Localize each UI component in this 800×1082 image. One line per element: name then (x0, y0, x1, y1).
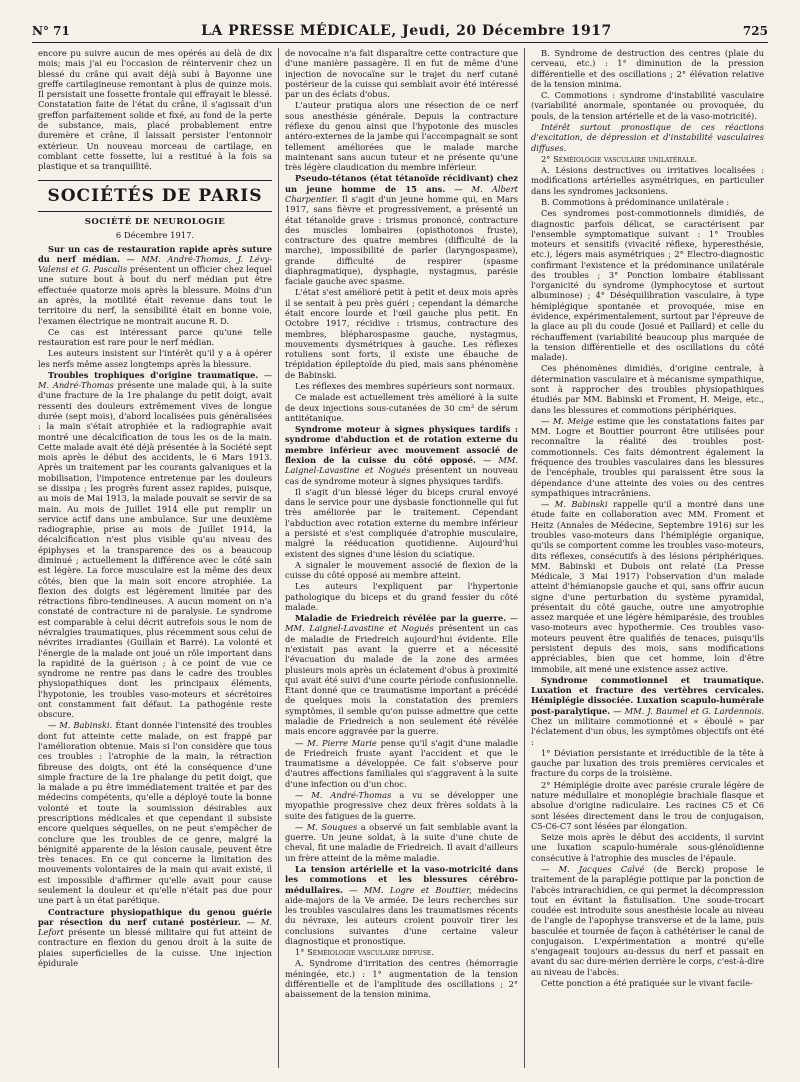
article-authors: — M. Albert Charpentier. (285, 183, 518, 204)
paragraph: Ces syndromes post-commotionnels dimidiés, de diagnostic parfois délicat, se caractérisent par l'ensemble symptomatique suivant : 1° Troubles moteurs et sensitifs (vivacité réflexe, hyperesthésie, etc.), légers mais asymétriques ; 2° Electro-diagnostic confirmant l'existence et la prédominance unilatérale des troubles ; 3° Ponction lombaire établissant l'organicité du syndrome (lymphocytose et surtout albuminose) ; 4° Déséquilibration vasculaire, à type hémiplégique spontanée et provoquée, mise en évidence, expérimentalement, surtout par l'épreuve de la glace au pli du coude (Josué et Paillard) et celle du réchauffement (variabilité beaucoup plus marquée de la tension différentielle et des oscillations du côté malade). (531, 208, 764, 363)
article-title: Contracture physiopathique du genou guérie par résection du nerf cutané postérieur. (38, 906, 272, 927)
article-title: Pseudo-tétanos (état tétanoïde récidivant) chez un jeune homme de 15 ans. (285, 173, 518, 194)
article-authors: — MM. Laignel-Lavastine et Nogués (285, 613, 518, 634)
article (285, 424, 518, 486)
paragraph: B. Commotions à prédominance unilatérale : (541, 196, 730, 207)
article (285, 613, 518, 736)
article-authors: — M. Lefort (38, 916, 272, 938)
article-title: Syndrome commotionnel et traumatique. Luxation et fracture des vertèbres cervicales. Hémiplégie dissociée. Luxation scapulo-humérale post-paralytique. (531, 674, 764, 716)
paragraph: Seize mois après le début des accidents, il survint une luxation scapulo-humérale sous-glénoïdienne consécutive à l'atrophie des muscles de l'épaule. (531, 832, 764, 863)
article-authors: — MM. Logre et Bouttier, (349, 884, 472, 895)
column-2 (278, 48, 524, 1068)
paragraph: B. Syndrome de destruction des centres (plaie du cerveau, etc.) : 1° diminution de la pression différentielle et des oscillations ; 2° élévation relative de la tension minima. (531, 48, 764, 89)
discussion-text: estime que les constatations faites par MM. Logre et Bouttier pourront être utilisées pour reconnaître la réalité des troubles post-commotionnels. Ces faits démontrent également la fréquence des troubles vasculaires dans les blessures de l'encéphale, troubles qui paraissent être sous la dépendance d'une atteinte des voies ou des centres sympathiques intracrâniens. (531, 415, 765, 498)
discussant: — M. Souques (295, 821, 358, 832)
paragraph: C. Commotions : syndrome d'instabilité vasculaire (variabilité anormale, spontanée ou provoquée, du pouls, de la tension artérielle et de la vaso-motricité). (531, 90, 764, 121)
session-date: 6 Décembre 1917. (115, 230, 195, 241)
paragraph: Ce cas est intéressant parce qu'une telle restauration est rare pour le nerf médian. (38, 326, 272, 348)
discussion-text: pense qu'il s'agit d'une maladie de Friedreich fruste ayant l'accident et que le traumatisme a développée. Ce fait s'observe pour d'autres affections familiales qui s'aggravent à la suite d'une infection ou d'un choc. (285, 737, 518, 789)
article-title: La tension artérielle et la vaso-motricité dans les commotions et les blessures cérébro-médullaires. (285, 863, 518, 895)
discussion-text: a vu se développer une myopathie progressive chez deux frères soldats à la suite des fatigues de la guerre. (285, 789, 518, 821)
discussion-text: Étant donnée l'intensité des troubles dont fut atteinte cette malade, on est frappé par l'amélioration obtenue. Mais si l'on considère que tous ces troubles : l'atrophie de la main, la rétraction fibreuse des doigts, ont été la conséquence d'une simple fracture de la 1re phalange du petit doigt, que la malade a pu être immédiatement traitée et par des médecins compétents, qu'elle a déployé toute la bonne volonté et toute la soumission désirables aux prescriptions médicales et que cependant il subsiste encore quelques séquelles, on ne peut s'empêcher de conclure que les troubles de ce genre, malgré la bénignité apparente de la lésion causale, peuvent être très tenaces. En ce qui concerne la limitation des mouvements volontaires de la main qui avait existé, il est impossible d'affirmer qu'elle avait pour cause seulement la douleur et qu'elle n'était pas due pour une part à un état parétique. (38, 720, 272, 906)
discussant: — M. Jacques Calvé (541, 863, 645, 874)
discussant: — M. Babinski (541, 499, 608, 510)
discussion-text: a observé un fait semblable avant la guerre. Un jeune soldat, à la suite d'une chute de cheval, fit une maladie de Friedreich. Il avait d'ailleurs un frère atteint de la même maladie. (285, 821, 518, 863)
discussion (285, 822, 518, 863)
article-text: Chez un militaire commotionné et « éboulé » par l'éclatement d'un obus, les symptômes objectifs ont été : (531, 716, 764, 747)
paragraph: Cette ponction a été pratiquée sur le vivant facile- (541, 978, 753, 989)
article (285, 864, 518, 946)
paragraph: de novocaïne n'a fait disparaître cette contracture que d'une manière passagère. Il en fut de même d'une injection de novocaïne sur le trajet du nerf cutané postérieur de la cuisse qui semblait avoir été intéressé par un des éclats d'obus. (285, 48, 518, 100)
paragraph: A signaler le mouvement associé de flexion de la cuisse du côté opposé au membre atteint. (285, 559, 518, 581)
paragraph: L'auteur pratiqua alors une résection de ce nerf sous anesthésie générale. Depuis la contracture réflexe du genou ainsi que l'hypotonie des muscles antéro-externes de la jambe qui l'accompagnait se sont tellement améliorées que le malade marche maintenant sans aucun tuteur et ne présente qu'une très légère claudication du membre inférieur. (285, 100, 518, 173)
subheading: 2° Séméiologie vasculaire unilatérale. (541, 153, 698, 164)
paragraph: Les auteurs insistent sur l'intérêt qu'il y a à opérer les nerfs même assez longtemps après la blessure. (38, 348, 272, 369)
page-number-right: 725 (742, 24, 768, 38)
article-title: Maladie de Friedreich révélée par la guerre. (295, 613, 507, 624)
article-text: présentent un cas de maladie de Friedreich aujourd'hui évidente. Elle n'existait pas avant la guerre et a nécessité l'évacuation du malade de la zone des armées plusieurs mois après un éclatement d'obus à proximité qui avait été suivi d'une courte période confusionnelle. Étant donné que ce traumatisme important a précédé de quelques mois la constatation des premiers symptômes, il semble qu'on puisse admettre que cette maladie de Friedreich a non seulement été révélée mais encore aggravée par la guerre. (285, 623, 518, 737)
paragraph: A. Syndrome d'irritation des centres (hémorragie méningée, etc.) : 1° augmentation de la tension différentielle et de l'amplitude des oscillations ; 2° abaissement de la tension minima. (285, 958, 518, 1000)
article-authors: — MM. André-Thomas, J. Lévy-Valensi et G. Pascalis (38, 253, 272, 275)
discussion (531, 864, 764, 977)
article (38, 244, 272, 326)
paragraph: L'état s'est amélioré petit à petit et deux mois après il se sentait à peu près guéri ; cependant la démarche était encore lourde et l'œil gauche plus petit. En Octobre 1917, récidive : trismus, contracture des membres, blépharospasme gauche, nystagmus, mouvements dysmétriques à gauche. Les réflexes rotuliens sont forts, il existe une ébauche de trépidation épileptoïde du pied, mais sans phénomène de Babinski. (285, 287, 518, 380)
article-authors: — MM. J. Baumel et G. Lardennois. (613, 705, 765, 716)
page-header (32, 20, 768, 43)
paragraph: Ces phénomènes dimidiés, d'origine centrale, à détermination vasculaire et à mécanisme sympathique, sont à rapprocher des troubles physiopathiques étudiés par MM. Babinski et Froment, H. Meige, etc., dans les blessures et commotions périphériques. (531, 363, 764, 415)
article-title: Troubles trophiques d'origine traumatique. (48, 369, 259, 380)
article-text: Il s'agit d'un jeune homme qui, en Mars 1917, sans fièvre et progressivement, a présenté un état tétanoïde grave : trismus prononcé, contracture des muscles lombaires (opisthotonos fruste), contracture des quatre membres (difficulté de la marche), impossibilité de parler (laryngospasme), grande difficulté de respirer (spasme diaphragmatique), dysphagie, nystagmus, parésie faciale gauche avec spasme. (285, 193, 518, 287)
paragraph: Les auteurs l'expliquent par l'hypertonie pathologique du biceps et du grand fessier du côté malade. (285, 581, 518, 612)
discussant: — M. Meige (541, 415, 594, 426)
article-authors: — M. André-Thomas (38, 369, 272, 391)
discussant: — M. Pierre Marie (295, 737, 377, 748)
article (531, 675, 764, 747)
subheading: 1° Séméiologie vasculaire diffuse. (295, 947, 434, 958)
page-number: N° 71 (32, 24, 70, 38)
discussant: — M. André-Thomas (295, 789, 392, 800)
article-text: présentent un officier chez lequel une suture bout à bout du nerf médian put être effectuée quatorze mois après la blessure. Moins d'un an après, la motilité était revenue dans tout le territoire du nerf, la sensibilité était en bonne voie, l'examen électrique ne montrait aucune R. D. (38, 264, 272, 326)
article-text: présente une malade qui, à la suite d'une fracture de la 1re phalange du petit doigt, avait ressenti des douleurs extrêmement vives de longue durée (sept mois), d'abord localisées puis généralisées : la main s'était atrophiée et la radiographie avait montré une décalcification de tous les os de la main. Cette malade avait été déjà présentée à la Société sept mois après le début des accidents, le 6 Mars 1913. Après un traitement par les courants galvaniques et la mobilisation, l'impotence entretenue par les douleurs se dissipa ; les progrès furent assez rapides, puisque, au mois de Mai 1913, la malade pouvait se servir de sa main. Au mois de Juillet 1914 elle put remplir un service actif dans une ambulance. Sur une deuxième radiographie, prise au mois de Juillet 1914, la décalcification n'est plus visible qu'au niveau des épiphyses et la transparence des os a beaucoup diminué ; actuellement la différence avec le côté sain est légère. La force musculaire est la même des deux côtés, bien que la main soit encore atrophiée. La flexion des doigts est légèrement limitée par des rétractions fibro-tendineuses. A aucun moment on n'a constaté de contracture ni de paralysie. Le syndrome est comparable à celui décrit autrefois sous le nom de névralgies traumatiques, plus récemment sous celui de névrites irradiantes (Guillain et Barré). La volonté et l'énergie de la malade ont joué un rôle important dans la rapidité de la guérison ; à ce point de vue ce syndrome ne rentre pas dans le cadre des troubles physiopathiques dont les principaux éléments, l'hypotonie, les troubles vaso-moteurs et sécrétoires ont constamment fait défaut. La pathogénie reste obscure. (38, 380, 272, 720)
article-authors: — MM. Laignel-Lavastine et Nogués (285, 454, 519, 476)
article (38, 370, 272, 720)
discussion (285, 738, 518, 789)
discussion-text: (de Berck) propose le traitement de la paraplégie pottique par la ponction de l'abcès intrarachidien, ce qui permet la décompression tout en évitant la fistulisation. Une soude-trocart coudée est introduite sous anesthésie locale au niveau de l'angle de l'apophyse transverse et de la lame, puis basculée et tournée de façon à cathétériser le canal de conjugaison. L'expérimentation a montré qu'elle s'engageait toujours au-dessus du nerf et passait en avant du sac dure-mérien derrière le corps, c'est-à-dire au niveau de l'abcès. (531, 863, 765, 977)
discussion (531, 416, 764, 498)
journal-title: LA PRESSE MÉDICALE, Jeudi, 20 Décembre 1917 (201, 23, 612, 39)
article (285, 173, 518, 286)
discussion (531, 499, 764, 674)
text-columns (32, 48, 770, 1068)
list-item: 1° Déviation persistante et irréductible de la tête à gauche par luxation des trois premières cervicales et fracture du corps de la troisième. (531, 747, 764, 779)
article-title: Syndrome moteur à signes physiques tardifs : syndrome d'abduction et de rotation externe du membre inférieur avec mouvement associé de flexion de la cuisse du côté opposé. (285, 424, 518, 465)
paragraph: encore pu suivre aucun de mes opérés au delà de dix mois; mais j'ai eu l'occasion de réintervenir chez un blessé du crâne qui avait déjà subi à Bayonne une greffe cartilagineuse remontant à plus de quinze mois. Il persistait une fossette frontale qui effrayait le blessé. Constatation faite de l'état du crâne, il s'agissait d'un greffon parfaitement solide et fixé, au fond de la perte de substance, mais, placé probablement entre duremère et crâne, il laissait persister l'entonnoir extérieur. Un nouveau morceau de cartilage, en comblant cette fossette, lui a restitué à la fois sa plastique et sa tranquillité. (38, 48, 272, 172)
column-1 (32, 48, 278, 1068)
paragraph: Intérêt surtout pronostique de ces réactions d'excitation, de dépression et d'instabilité vasculaires diffuses. (531, 121, 764, 153)
article-text: présente un blessé militaire qui fut atteint de contracture en flexion du genou droit à la suite de plaies superficielles de la cuisse. Une injection épidurale (38, 927, 272, 968)
article-text: médecins aide-majors de la Ve armée. De leurs recherches sur les troubles vasculaires dans les traumatismes récents du névraxe, les auteurs croient pouvoir tirer les conclusions suivantes d'une certaine valeur diagnostique et pronostique. (285, 884, 518, 946)
paragraph: Il s'agit d'un blessé léger du biceps crural envoyé dans le service pour une dysbasie fonctionnelle qui fut très améliorée par le traitement. Cependant l'abduction avec rotation externe du membre inférieur a persisté et s'est compliquée d'atrophie musculaire, malgré la rééducation quotidienne. Aujourd'hui existent des signes d'une lésion du sciatique. (285, 486, 518, 559)
discussion-text: rappelle qu'il a montré dans une étude faite en collaboration avec MM. Froment et Heitz (Annales de Médecine, Septembre 1916) sur les troubles vaso-moteurs dans l'hémiplégie organique, qu'ils se comportent comme les troubles vaso-moteurs, dits réflexes, consécutifs à des lésions périphériques. MM. Babinski et Dubois ont relaté (La Presse Médicale, 3 Mai 1917) l'observation d'un malade atteint d'hémianopsie gauche et qui, sans offrir aucun signe d'une perturbation du système pyramidal, présentait du côté gauche, outre une amyotrophie assez marquée et une légère hémiparésie, des troubles vaso-moteurs avec hypothermie. Ces troubles vaso-moteurs peuvent être qualifiés de tenaces, puisqu'ils persistent depuis des mois, sans modifications appréciables, bien que cet homme, loin d'être immobile, ait mené une existence assez active. (531, 499, 764, 674)
article-text: présentent un nouveau cas de syndrome moteur à signes physiques tardifs. (285, 465, 518, 486)
section-banner: SOCIÉTÉS DE PARIS (38, 180, 272, 212)
article (38, 907, 272, 969)
paragraph: Ce malade est actuellement très amélioré à la suite de deux injections sous-cutanées de 30 cm³ de sérum antitétanique. (285, 392, 518, 423)
discussion (38, 720, 272, 905)
column-3 (524, 48, 770, 1068)
list-item: 2° Hémiplégie droite avec parésie crurale légère de nature médullaire et monoplégie brachiale flasque et absolue d'origine radiculaire. Les racines C5 et C6 sont lésées directement dans le trou de conjugaison, C5-C6-C7 sont lésées par élongation. (531, 779, 764, 831)
society-name: SOCIÉTÉ DE NEUROLOGIE (84, 217, 226, 228)
paragraph: A. Lésions destructives ou irritatives localisées : modifications artérielles asymétriques, en particulier dans les syndromes jacksoniens. (531, 165, 764, 196)
discussion (285, 790, 518, 821)
article-title: Sur un cas de restauration rapide après suture du nerf médian. (38, 243, 272, 264)
paragraph: Les réflexes des membres supérieurs sont normaux. (295, 381, 515, 391)
discussant: — M. Babinski. (48, 720, 113, 731)
